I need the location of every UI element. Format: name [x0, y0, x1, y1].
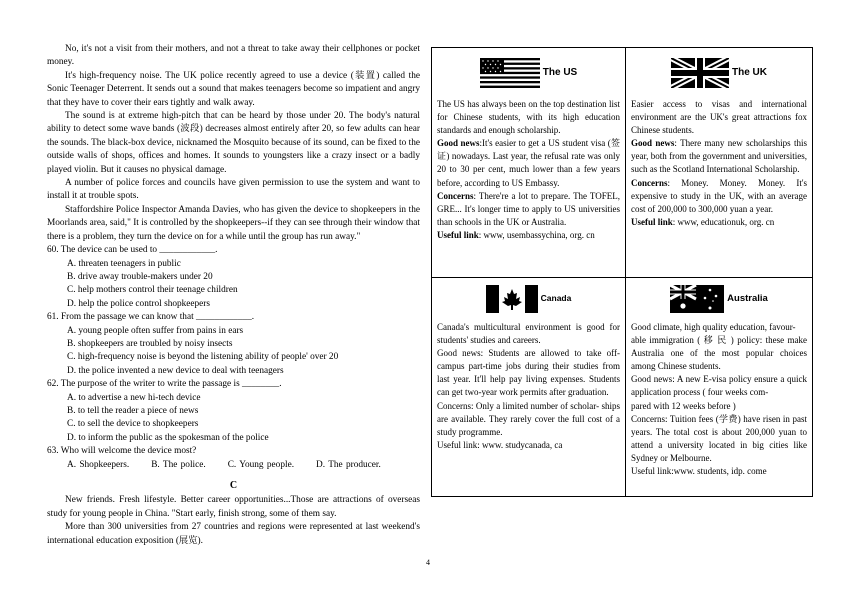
paragraph: New friends. Fresh lifestyle. Better career opportunities...Those are attractions of overseas study for young people in China. "Start early, finish strong, some of them say.: [47, 495, 420, 519]
label: Useful link: [631, 216, 673, 227]
question-60: 60. The device can be used to ____________.: [47, 245, 218, 256]
label: Good news: [437, 138, 480, 149]
paragraph: It's high-frequency noise. The UK police recently agreed to use a device (装置) called the Sonic Teenager Deterrent. It sends out a sound that makes teenagers become so impatient and angry that they have to cover their ears tightly and walk away.: [47, 70, 420, 108]
option: B. The police.: [151, 459, 206, 470]
options-row: [47, 459, 420, 472]
divider: [432, 277, 812, 278]
label: Concerns: [437, 190, 474, 201]
australia-intro-cont: able immigration ( 移 民 ) policy: these make Australia one of the most popular choices among Chinese students.: [631, 335, 807, 372]
option: A. Shopkeepers.: [67, 459, 130, 470]
flag-row: [437, 280, 620, 318]
paragraph: More than 300 universities from 27 countries and regions were represented at last weekend's international education exposition (展览).: [47, 522, 420, 546]
option: A. young people often suffer from pains in ears: [67, 325, 244, 336]
cell-us: [432, 54, 625, 242]
us-flag-icon: [480, 58, 540, 88]
country-table: [431, 47, 813, 497]
canada-news: Good news: Students are allowed to take off- campus part-time jobs during their studies from last year. It'll help pay living expenses. Students can get two-year work permits after graduation.: [437, 348, 620, 398]
country-name: Canada: [540, 293, 572, 304]
cell-australia: [626, 280, 812, 478]
paragraph: The sound is at extreme high-pitch that can be heard by those under 20. The body's natural ability to detect some wave bands (波段) decreases almost entirely after 20, so few adults can hear the sounds. The black-box device, nicknamed the Mosquito because of its sound, can be fixed to the outside walls of shops, offices and homes. It sounds to youngsters like a crazy insect or a badly played violin. But it causes no physical damage.: [47, 111, 420, 175]
uk-text: [631, 98, 807, 229]
question-63: 63. Who will welcome the device most?: [47, 446, 197, 457]
option: C. help mothers control their teenage children: [67, 285, 238, 296]
canada-link: Useful link: www. studycanada, ca: [437, 439, 563, 450]
canada-concerns: Concerns: Only a limited number of scholar- ships are available. They rarely cover the full cost of a study programme.: [437, 400, 620, 437]
news: :It's easier to get a US student visa (签证) nowadays. Last year, the refusal rate was only 20 to 30 per cent, much lower than a few years before, according to US Embassy.: [437, 138, 620, 188]
option: D. to inform the public as the spokesman of the police: [67, 432, 269, 443]
option: B. to tell the reader a piece of news: [67, 405, 199, 416]
option: C. Young people.: [227, 459, 295, 470]
concerns: : There're a lot to prepare. The TOFEL, GRE... It's longer time to apply to US universities than schools in the UK or Australia.: [437, 190, 620, 227]
option: A. threaten teenagers in public: [67, 258, 181, 269]
useful-link: : www, educationuk, org. cn: [672, 216, 775, 227]
label: Good news: [631, 138, 675, 149]
paragraph: A number of police forces and councils have given permission to use the system and want to install it at trouble spots.: [47, 178, 420, 202]
option: A. to advertise a new hi-tech device: [67, 392, 201, 403]
country-name: The US: [542, 67, 578, 79]
australia-intro: Good climate, high quality education, favour-: [631, 322, 796, 332]
option: D. help the police control shopkeepers: [67, 298, 211, 309]
paragraph: Staffordshire Police Inspector Amanda Davies, who has given the device to shopkeepers in the Moorlands area, said," It is controlled by the shopkeepers--if they can see through their window that there is a problem, they turn the device on for a while until the group has run away.": [47, 204, 420, 242]
question-62: 62. The purpose of the writer to write the passage is ________.: [47, 379, 282, 390]
paragraph: No, it's not a visit from their mothers, and not a threat to take away their cellphones or pocket money.: [47, 44, 420, 68]
question-61: 61. From the passage we can know that ____________.: [47, 312, 255, 323]
option: C. to sell the device to shopkeepers: [67, 419, 199, 430]
page-number: 4: [426, 558, 430, 567]
cell-canada: [432, 280, 625, 452]
australia-news-cont: pared with 12 weeks before ): [631, 400, 736, 411]
australia-link: Useful link:www. students, idp. come: [631, 466, 767, 477]
country-name: Australia: [727, 293, 768, 305]
flag-row: [631, 280, 807, 318]
passage-column: [47, 43, 420, 548]
flag-row: [437, 54, 620, 92]
us-text: [437, 98, 620, 242]
canada-intro: Canada's multicultural environment is good for students' studies and careers.: [437, 322, 620, 346]
cell-uk: [626, 54, 812, 229]
option: D. the police invented a new device to deal with teenagers: [67, 365, 284, 376]
country-name: The UK: [732, 67, 767, 79]
canada-flag-icon: [486, 285, 538, 313]
label: Useful link: [437, 229, 479, 240]
australia-news: Good news: A new E-visa policy ensure a quick application process ( four weeks com-: [631, 374, 807, 398]
option: B. shopkeepers are troubled by noisy insects: [67, 338, 233, 349]
useful-link: : www, usembassychina, org. cn: [478, 229, 595, 240]
option: C. high-frequency noise is beyond the listening ability of people' over 20: [67, 352, 339, 363]
intro: The US has always been on the top destination list for Chinese students, with its high education standards and enough scholarship.: [437, 99, 620, 136]
flag-row: [631, 54, 807, 92]
section-heading: C: [229, 480, 238, 491]
option: B. drive away trouble-makers under 20: [67, 271, 213, 282]
uk-flag-icon: [671, 58, 729, 88]
australia-flag-icon: [670, 285, 724, 313]
concerns: : Money. Money. Money. It's expensive to study in the UK, with an average cost of 200,000 to 300,000 yuan a year.: [631, 177, 807, 214]
australia-concerns: Concerns: Tuition fees (学费) have risen in past years. The total cost is about 200,000 yuan to attend a university located in big cities like Sydney or Melbourne.: [631, 413, 807, 463]
news: : There many new scholarships this year, both from the government and universities, such as the Scotland International Scholarship.: [631, 138, 807, 175]
label: Concerns: [631, 177, 668, 188]
option: D. The producer.: [316, 459, 381, 470]
intro: Easier access to visas and international environment are the UK's great attractions fox Chinese students.: [631, 99, 807, 136]
